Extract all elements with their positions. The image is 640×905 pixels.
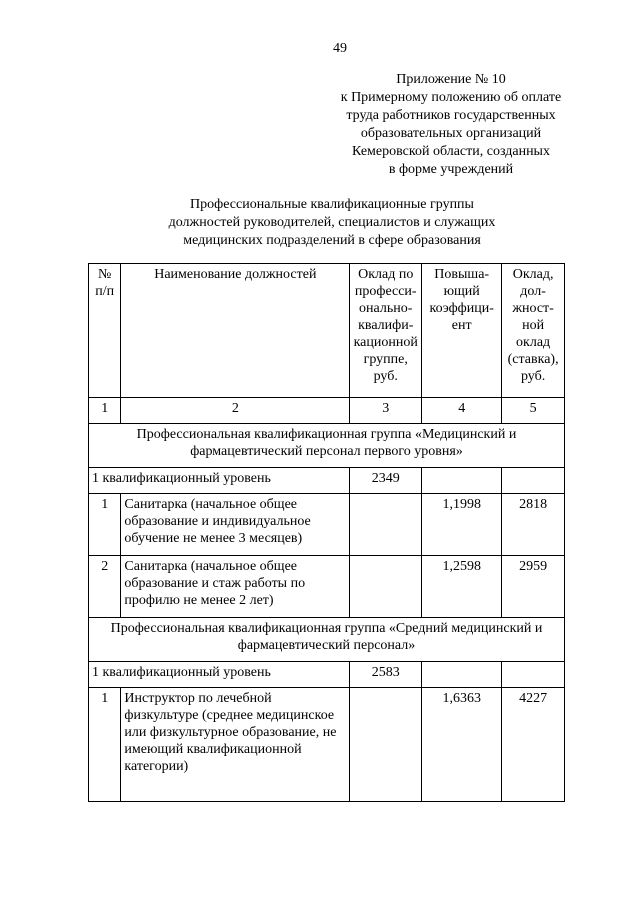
salary-table <box>88 263 565 802</box>
level-row <box>89 468 565 494</box>
group-title-row <box>89 424 565 468</box>
level-salary: 2583 <box>350 662 422 688</box>
row-position: Инструктор по лечебной физкультуре (среднее медицинское или физкультурное образование, не имеющий квалификационной категории) <box>121 688 350 802</box>
appendix-line: Кемеровской области, созданных <box>352 144 550 159</box>
header-official: Оклад, дол- жност- ной оклад (ставка), руб. <box>502 264 565 398</box>
empty-cell <box>502 468 565 494</box>
level-row <box>89 662 565 688</box>
row-position: Санитарка (начальное общее образование и индивидуальное обучение не менее 3 месяцев) <box>121 494 350 556</box>
header-coef: Повыша- ющий коэффици- ент <box>422 264 502 398</box>
row-coef: 1,2598 <box>422 556 502 618</box>
row-num: 1 <box>89 688 121 802</box>
level-label: 1 квалификационный уровень <box>89 662 350 688</box>
level-label: 1 квалификационный уровень <box>89 468 350 494</box>
header-salary: Оклад по професси- онально- квалифи- кационной группе, руб. <box>350 264 422 398</box>
row-coef: 1,1998 <box>422 494 502 556</box>
column-number: 4 <box>422 398 502 424</box>
column-number: 2 <box>121 398 350 424</box>
column-number: 1 <box>89 398 121 424</box>
group-title: Профессиональная квалификационная группа «Медицинский и фармацевтический персонал первого уровня» <box>89 424 565 468</box>
appendix-line: образовательных организаций <box>360 126 542 141</box>
title-line: Профессиональные квалификационные группы <box>190 197 474 212</box>
column-number-row <box>89 398 565 424</box>
title-line: медицинских подразделений в сфере образования <box>183 233 481 248</box>
empty-cell <box>422 662 502 688</box>
appendix-line: к Примерному положению об оплате <box>340 90 562 105</box>
row-coef: 1,6363 <box>422 688 502 802</box>
header-name: Наименование должностей <box>121 264 350 398</box>
table-row <box>89 494 565 556</box>
appendix-line: Приложение № 10 <box>396 72 506 87</box>
column-number: 5 <box>502 398 565 424</box>
row-salary: 4227 <box>502 688 565 802</box>
document-title <box>0 196 640 250</box>
empty-cell <box>502 662 565 688</box>
page-number: 49 <box>333 41 347 56</box>
title-line: должностей руководителей, специалистов и служащих <box>168 215 496 230</box>
row-num: 2 <box>89 556 121 618</box>
group-title: Профессиональная квалификационная группа «Средний медицинский и фармацевтический персонал» <box>89 618 565 662</box>
empty-cell <box>350 556 422 618</box>
row-num: 1 <box>89 494 121 556</box>
appendix-header <box>300 71 602 179</box>
appendix-line: в форме учреждений <box>388 162 514 177</box>
table-row <box>89 556 565 618</box>
column-number: 3 <box>350 398 422 424</box>
row-position: Санитарка (начальное общее образование и стаж работы по профилю не менее 2 лет) <box>121 556 350 618</box>
table-header-row <box>89 264 565 398</box>
empty-cell <box>422 468 502 494</box>
row-salary: 2959 <box>502 556 565 618</box>
header-num: № п/п <box>89 264 121 398</box>
group-title-row <box>89 618 565 662</box>
empty-cell <box>350 688 422 802</box>
appendix-line: труда работников государственных <box>346 108 556 123</box>
empty-cell <box>350 494 422 556</box>
row-salary: 2818 <box>502 494 565 556</box>
table-row <box>89 688 565 802</box>
level-salary: 2349 <box>350 468 422 494</box>
